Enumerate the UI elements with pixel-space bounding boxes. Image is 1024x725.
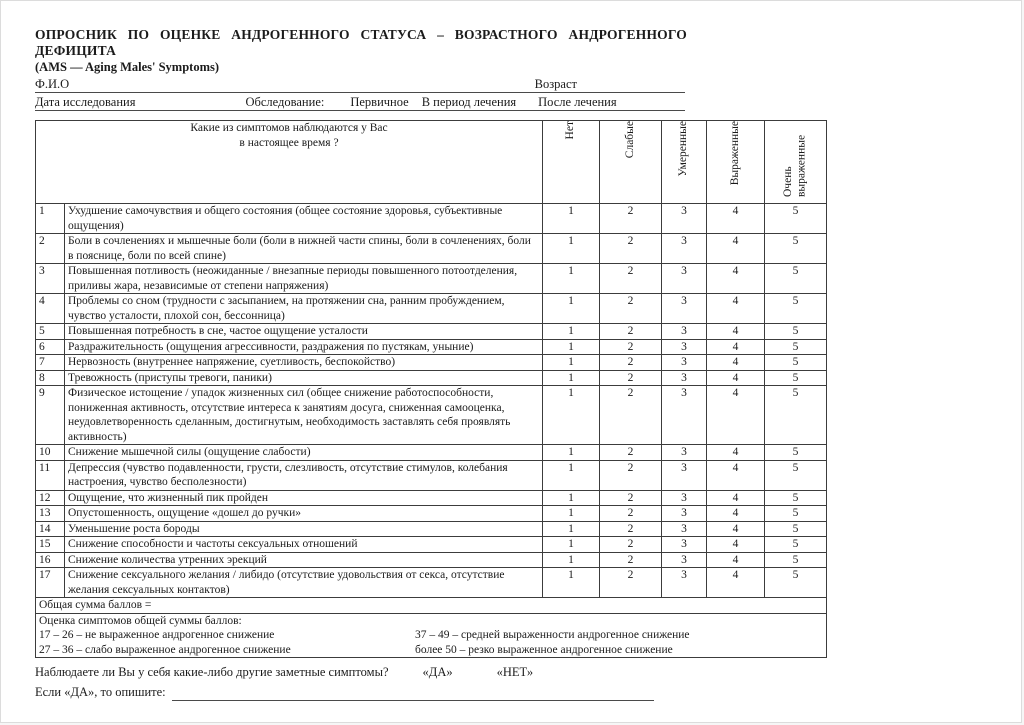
total-row <box>36 598 827 614</box>
symptom-text: Физическое истощение / упадок жизненных сил (общее снижение работоспособности, пониженная активность, отсутствие интереса к занятиям досуга, сниженная самооценка, неудовлетворенность сделанным, достигнутым, необходимость заставлять себя проявлять активность) <box>65 386 543 445</box>
age-label: Возраст <box>534 77 577 91</box>
score-cell[interactable]: 2 <box>600 294 662 324</box>
score-cell[interactable]: 1 <box>543 568 600 598</box>
score-cell[interactable]: 4 <box>707 568 765 598</box>
date-exam-line <box>35 94 685 111</box>
symptom-text: Опустошенность, ощущение «дошел до ручки» <box>65 506 543 522</box>
score-cell[interactable]: 4 <box>707 445 765 461</box>
other-symptoms-question: Наблюдаете ли Вы у себя какие-либо другие заметные симптомы? <box>35 665 389 679</box>
score-cell[interactable]: 3 <box>662 506 707 522</box>
table-row <box>36 506 827 522</box>
score-cell[interactable]: 1 <box>543 490 600 506</box>
score-cell[interactable]: 2 <box>600 460 662 490</box>
symptom-rows <box>36 204 827 598</box>
symptom-text: Ухудшение самочувствия и общего состояния (общее состояние здоровья, субъективные ощущения) <box>65 204 543 234</box>
assessment-range: 27 – 36 – слабо выраженное андрогенное снижение <box>39 643 291 656</box>
assessment-columns <box>39 628 823 657</box>
score-cell[interactable]: 1 <box>543 355 600 371</box>
symptom-text: Снижение способности и частоты сексуальных отношений <box>65 537 543 553</box>
symptom-text: Боли в сочленениях и мышечные боли (боли в нижней части спины, боли в сочленениях, боли в пояснице, боли по всей спине) <box>65 234 543 264</box>
score-cell[interactable]: 1 <box>543 521 600 537</box>
score-cell[interactable]: 3 <box>662 552 707 568</box>
assessment-range: 37 – 49 – средней выраженности андрогенное снижение <box>415 629 690 641</box>
exam-label: Обследование: <box>245 95 325 109</box>
total-label[interactable]: Общая сумма баллов = <box>36 598 827 614</box>
table-row <box>36 294 827 324</box>
question-header-line2: в настоящее время ? <box>239 136 339 149</box>
score-cell[interactable]: 5 <box>765 339 827 355</box>
table-row <box>36 552 827 568</box>
row-number: 16 <box>36 552 65 568</box>
score-cell[interactable]: 4 <box>707 460 765 490</box>
score-cell[interactable]: 1 <box>543 537 600 553</box>
assessment-right-column <box>415 628 823 657</box>
score-cell[interactable]: 2 <box>600 204 662 234</box>
score-column-header-severe: Выраженные <box>707 121 765 204</box>
assessment-range: более 50 – резко выраженное андрогенное снижение <box>415 643 673 656</box>
score-cell[interactable]: 2 <box>600 234 662 264</box>
table-row <box>36 445 827 461</box>
score-cell[interactable]: 2 <box>600 355 662 371</box>
score-cell[interactable]: 5 <box>765 234 827 264</box>
assessment-cell <box>36 613 827 658</box>
page-footer <box>35 664 815 701</box>
score-cell[interactable]: 5 <box>765 445 827 461</box>
score-cell[interactable]: 4 <box>707 339 765 355</box>
row-number: 13 <box>36 506 65 522</box>
table-row <box>36 339 827 355</box>
symptom-text: Повышенная потребность в сне, частое ощущение усталости <box>65 324 543 340</box>
score-cell[interactable]: 2 <box>600 552 662 568</box>
score-cell[interactable]: 5 <box>765 355 827 371</box>
score-cell[interactable]: 2 <box>600 370 662 386</box>
score-cell[interactable]: 3 <box>662 537 707 553</box>
symptom-text: Снижение количества утренних эрекций <box>65 552 543 568</box>
table-row <box>36 324 827 340</box>
score-cell[interactable]: 1 <box>543 234 600 264</box>
score-cell[interactable]: 3 <box>662 490 707 506</box>
describe-field[interactable] <box>172 685 654 701</box>
score-cell[interactable]: 4 <box>707 370 765 386</box>
exam-option-after-treatment[interactable]: После лечения <box>538 95 617 109</box>
date-label: Дата исследования <box>35 95 136 109</box>
row-number: 7 <box>36 355 65 371</box>
score-cell[interactable]: 3 <box>662 568 707 598</box>
assessment-row <box>36 613 827 658</box>
score-cell[interactable]: 2 <box>600 521 662 537</box>
other-symptoms-line <box>35 664 815 681</box>
score-cell[interactable]: 5 <box>765 294 827 324</box>
score-cell[interactable]: 1 <box>543 339 600 355</box>
row-number: 3 <box>36 264 65 294</box>
score-cell[interactable]: 3 <box>662 370 707 386</box>
page-header <box>35 27 1021 111</box>
table-row <box>36 204 827 234</box>
row-number: 2 <box>36 234 65 264</box>
table-row <box>36 460 827 490</box>
score-cell[interactable]: 4 <box>707 264 765 294</box>
score-cell[interactable]: 1 <box>543 552 600 568</box>
row-number: 12 <box>36 490 65 506</box>
score-cell[interactable]: 5 <box>765 264 827 294</box>
score-cell[interactable]: 2 <box>600 386 662 445</box>
table-row <box>36 234 827 264</box>
score-cell[interactable]: 5 <box>765 552 827 568</box>
symptom-text: Уменьшение роста бороды <box>65 521 543 537</box>
table-row <box>36 386 827 445</box>
yes-option[interactable]: «ДА» <box>422 665 453 679</box>
row-number: 15 <box>36 537 65 553</box>
symptom-text: Снижение сексуального желания / либидо (отсутствие удовольствия от секса, отсутствие желания сексуальных контактов) <box>65 568 543 598</box>
score-cell[interactable]: 1 <box>543 460 600 490</box>
score-cell[interactable]: 5 <box>765 521 827 537</box>
row-number: 6 <box>36 339 65 355</box>
symptom-text: Проблемы со сном (трудности с засыпанием, на протяжении сна, ранним пробуждением, чувство усталости, плохой сон, бессонница) <box>65 294 543 324</box>
fio-line <box>35 76 685 93</box>
score-cell[interactable]: 4 <box>707 234 765 264</box>
row-number: 11 <box>36 460 65 490</box>
score-cell[interactable]: 2 <box>600 490 662 506</box>
score-cell[interactable]: 3 <box>662 204 707 234</box>
question-header-line1: Какие из симптомов наблюдаются у Вас <box>190 122 388 134</box>
score-cell[interactable]: 4 <box>707 355 765 371</box>
row-number: 14 <box>36 521 65 537</box>
score-cell[interactable]: 2 <box>600 264 662 294</box>
score-cell[interactable]: 2 <box>600 506 662 522</box>
score-cell[interactable]: 1 <box>543 264 600 294</box>
no-option[interactable]: «НЕТ» <box>496 665 534 679</box>
score-cell[interactable]: 2 <box>600 339 662 355</box>
table-header-row <box>36 121 827 204</box>
score-cell[interactable]: 2 <box>600 445 662 461</box>
row-number: 5 <box>36 324 65 340</box>
score-column-header-moderate: Умеренные <box>662 121 707 204</box>
score-cell[interactable]: 5 <box>765 568 827 598</box>
score-cell[interactable]: 3 <box>662 355 707 371</box>
describe-label: Если «ДА», то опишите: <box>35 685 166 699</box>
score-cell[interactable]: 3 <box>662 324 707 340</box>
score-cell[interactable]: 5 <box>765 460 827 490</box>
row-number: 9 <box>36 386 65 445</box>
symptom-text: Тревожность (приступы тревоги, паники) <box>65 370 543 386</box>
score-cell[interactable]: 5 <box>765 506 827 522</box>
score-cell[interactable]: 4 <box>707 537 765 553</box>
score-cell[interactable]: 3 <box>662 339 707 355</box>
table-row <box>36 370 827 386</box>
exam-option-during-treatment[interactable]: В период лечения <box>421 95 517 109</box>
score-cell[interactable]: 5 <box>765 537 827 553</box>
score-cell[interactable]: 5 <box>765 370 827 386</box>
symptom-text: Повышенная потливость (неожиданные / внезапные периоды повышенного потоотделения, приливы жара, независимые от степени напряжения) <box>65 264 543 294</box>
table-row <box>36 490 827 506</box>
assessment-range: 17 – 26 – не выраженное андрогенное снижение <box>39 629 275 641</box>
symptom-text: Ощущение, что жизненный пик пройден <box>65 490 543 506</box>
table-row <box>36 537 827 553</box>
table-row <box>36 521 827 537</box>
score-cell[interactable]: 3 <box>662 264 707 294</box>
score-cell[interactable]: 3 <box>662 521 707 537</box>
score-cell[interactable]: 4 <box>707 552 765 568</box>
score-cell[interactable]: 1 <box>543 204 600 234</box>
symptom-text: Нервозность (внутреннее напряжение, суетливость, беспокойство) <box>65 355 543 371</box>
score-cell[interactable]: 1 <box>543 324 600 340</box>
score-cell[interactable]: 4 <box>707 294 765 324</box>
fio-label: Ф.И.О <box>35 77 70 91</box>
score-cell[interactable]: 3 <box>662 234 707 264</box>
score-cell[interactable]: 5 <box>765 386 827 445</box>
score-cell[interactable]: 2 <box>600 537 662 553</box>
score-cell[interactable]: 4 <box>707 324 765 340</box>
table-row <box>36 355 827 371</box>
score-cell[interactable]: 3 <box>662 445 707 461</box>
describe-line <box>35 683 815 701</box>
score-column-header-none: Нет <box>543 121 600 204</box>
table-row <box>36 568 827 598</box>
exam-option-primary[interactable]: Первичное <box>350 95 409 109</box>
row-number: 4 <box>36 294 65 324</box>
score-cell[interactable]: 4 <box>707 506 765 522</box>
symptom-text: Снижение мышечной силы (ощущение слабости) <box>65 445 543 461</box>
assessment-title: Оценка симптомов общей суммы баллов: <box>39 614 242 627</box>
score-cell[interactable]: 5 <box>765 324 827 340</box>
score-cell[interactable]: 2 <box>600 568 662 598</box>
question-header-cell <box>36 121 543 204</box>
score-cell[interactable]: 4 <box>707 521 765 537</box>
score-cell[interactable]: 1 <box>543 445 600 461</box>
score-cell[interactable]: 5 <box>765 204 827 234</box>
score-cell[interactable]: 3 <box>662 386 707 445</box>
score-cell[interactable]: 2 <box>600 324 662 340</box>
symptom-text: Депрессия (чувство подавленности, грусти, слезливость, отсутствие стимулов, колебания настроения, чувство бесполезности) <box>65 460 543 490</box>
symptom-text: Раздражительность (ощущения агрессивности, раздражения по пустякам, уныние) <box>65 339 543 355</box>
score-cell[interactable]: 3 <box>662 294 707 324</box>
assessment-left-column <box>39 628 415 657</box>
score-column-header-mild: Слабые <box>600 121 662 204</box>
row-number: 10 <box>36 445 65 461</box>
score-cell[interactable]: 3 <box>662 460 707 490</box>
score-cell[interactable]: 1 <box>543 294 600 324</box>
row-number: 1 <box>36 204 65 234</box>
score-column-header-very-severe: Очень выраженные <box>765 121 827 204</box>
score-cell[interactable]: 4 <box>707 204 765 234</box>
page-subtitle: (AMS — Aging Males' Symptoms) <box>35 60 220 74</box>
row-number: 8 <box>36 370 65 386</box>
symptom-table <box>35 120 827 658</box>
score-cell[interactable]: 4 <box>707 386 765 445</box>
score-cell[interactable]: 1 <box>543 370 600 386</box>
score-cell[interactable]: 5 <box>765 490 827 506</box>
score-cell[interactable]: 1 <box>543 386 600 445</box>
table-row <box>36 264 827 294</box>
score-cell[interactable]: 4 <box>707 490 765 506</box>
page-title: ОПРОСНИК ПО ОЦЕНКЕ АНДРОГЕННОГО СТАТУСА – ВОЗРАСТНОГО АНДРОГЕННОГО ДЕФИЦИТА <box>35 27 687 58</box>
score-cell[interactable]: 1 <box>543 506 600 522</box>
row-number: 17 <box>36 568 65 598</box>
